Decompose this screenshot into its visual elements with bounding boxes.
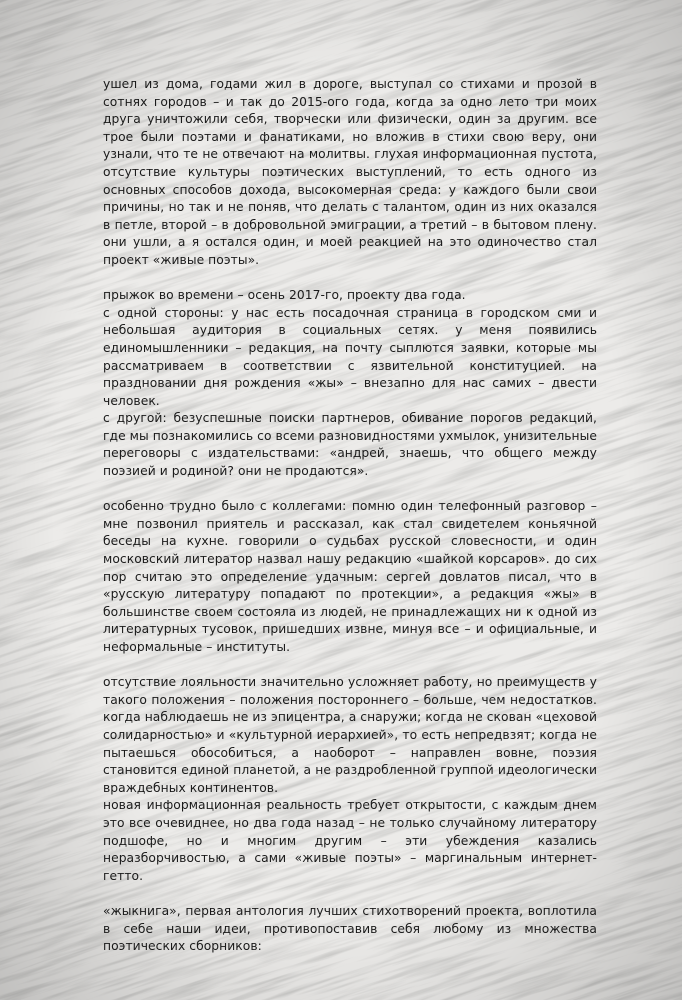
paragraph-one-side: с одной стороны: у нас есть посадочная страница в городском сми и небольшая аудитория в социальных сетях. у меня появились единомышленники – редакция, на почту сыплются заявки, которые мы рассматриваем в соответствии с язвительной конституцией. на праздновании дня рождения «жы» – внезапно для нас самих – двести человек. — [103, 305, 597, 408]
paragraph-intro: ушел из дома, годами жил в дороге, выступал со стихами и прозой в сотнях городов – и так до 2015-ого года, когда за одно лето три моих друга уничтожили себя, творчески или физически, один за другим. все трое были поэтами и фанатиками, но вложив в стихи свою веру, они узнали, что те не отвечают на молитвы. глухая информационная пустота, отсутствие культуры поэтических выступлений, то есть одного из основных способов дохода, высокомерная среда: у каждого были свои причины, но так и не поняв, что делать с талантом, один из них оказался в петле, второй – в добровольной эмиграции, а третий – в бытовом плену. они ушли, а я остался один, и моей реакцией на это одиночество стал проект «живые поэты». — [103, 77, 597, 267]
paragraph-other-side: с другой: безуспешные поиски партнеров, обивание порогов редакций, где мы познакомились со всеми разновидностями ухмылок, унизительные переговоры с издательствами: «андрей, знаешь, что общего между поэзией и родиной? они не продаются». — [103, 411, 597, 479]
paragraph-anthology: «жыкнига», первая антология лучших стихотворений проекта, воплотила в себе наши идеи, противопоставив себя любому из множества поэтических сборников: — [103, 903, 597, 954]
page-text — [103, 76, 597, 956]
paragraph-openness: новая информационная реальность требует открытости, с каждым днем это все очевиднее, но два года назад – не только случайному литератору подшофе, но и многим другим – эти убеждения казались неразборчивостью, а сами «живые поэты» – маргинальным интернет-гетто. — [103, 798, 597, 883]
paragraph-loyalty: отсутствие лояльности значительно усложняет работу, но преимуществ у такого положения – положения постороннего – больше, чем недостатков. когда наблюдаешь не из эпицентра, а снаружи; когда не скован «цеховой солидарностью» и «культурной иерархией», то есть непредвзят; когда не пытаешься обособиться, а наоборот – направлен вовне, поэзия становится единой планетой, а не раздробленной группой идеологически враждебных континентов. — [103, 675, 597, 795]
paragraph-time-jump: прыжок во времени – осень 2017-го, проекту два года. — [103, 288, 466, 303]
paragraph-colleagues: особенно трудно было с коллегами: помню один телефонный разговор – мне позвонил приятель и рассказал, как стал свидетелем коньячной беседы на кухне. говорили о судьбах русской словесности, и один московский литератор назвал нашу редакцию «шайкой корсаров». до сих пор считаю это определение удачным: сергей довлатов писал, что в «русскую литературу попадают по протекции», а редакция «жы» в большинстве своем состояла из людей, не принадлежащих ни к одной из литературных тусовок, пришедших извне, минуя все – и официальные, и неформальные – институты. — [103, 499, 597, 654]
